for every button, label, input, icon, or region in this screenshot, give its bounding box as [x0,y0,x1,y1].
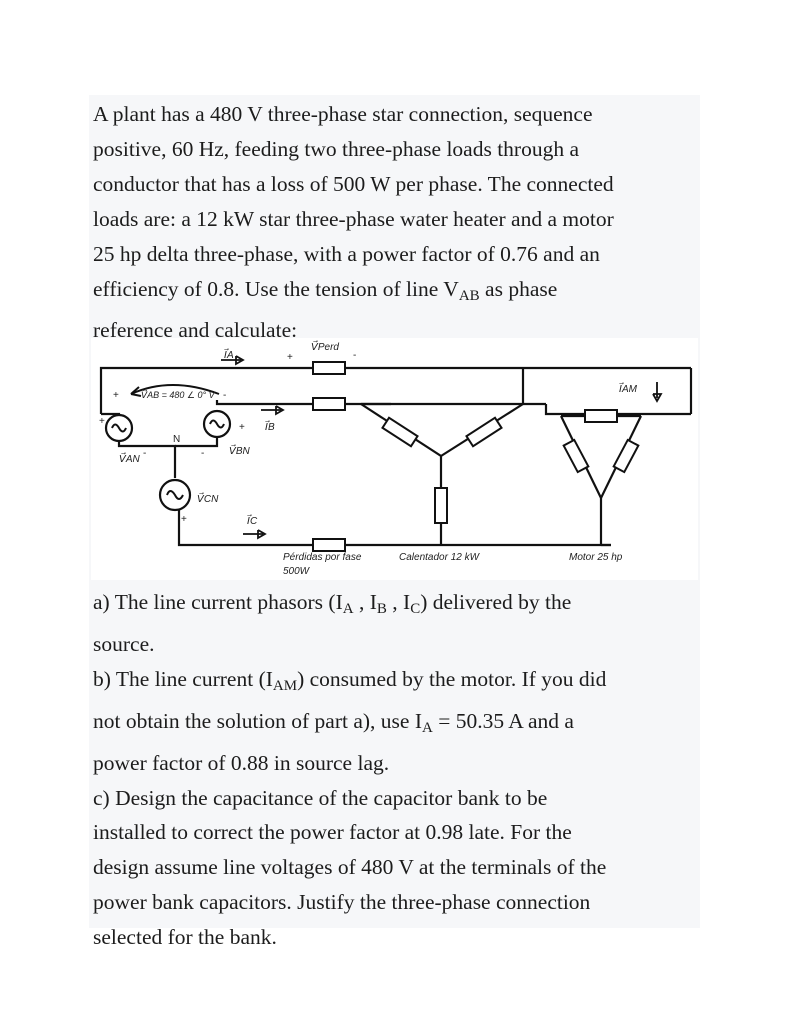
subscript: C [410,601,421,617]
question-b: b) The line current (I [93,666,273,691]
intro-line: conductor that has a loss of 500 W per phase. The connected [93,171,614,196]
polarity-minus: - [223,390,227,401]
question-c: design assume line voltages of 480 V at the terminals of the [93,855,607,880]
label-motor: Motor 25 hp [569,552,623,563]
question-c: installed to correct the power factor at 0.98 late. For the [93,820,572,845]
question-a: , I [353,590,377,614]
label-vbn: V⃗BN [229,446,250,457]
question-c: selected for the bank. [93,925,277,950]
label-losses-value: 500W [283,566,310,577]
subscript: B [376,601,387,617]
question-c: c) Design the capacitance of the capacitor bank to be [93,785,548,810]
circuit-diagram [91,338,698,580]
subscript: AB [458,287,480,304]
intro-line: positive, 60 Hz, feeding two three-phase loads through a [93,136,580,161]
label-ib: I⃗B [265,422,275,433]
label-losses: Pérdidas por fase [283,552,362,563]
polarity-minus: - [201,448,205,459]
intro-line: reference and calculate: [93,318,298,343]
label-vab: V⃗AB = 480 ∠ 0° V [141,390,215,400]
label-heater: Calentador 12 kW [399,552,480,563]
questions [93,585,699,955]
subscript: A [342,601,354,617]
subscript: AM [272,677,298,694]
label-neutral: N [173,434,181,445]
question-a: source. [93,631,155,656]
problem-statement [93,97,699,348]
question-a: a) The line current phasors (I [93,590,343,614]
polarity-minus: - [353,350,357,361]
label-ic: I⃗C [247,516,258,527]
label-vcn: V⃗CN [197,494,219,505]
polarity-plus: + [239,422,245,433]
polarity-plus: + [113,390,119,401]
label-ia: I⃗A [224,350,234,361]
polarity-plus: + [181,514,187,525]
intro-line: efficiency of 0.8. Use the tension of line V [93,276,459,301]
intro-line: 25 hp delta three-phase, with a power factor of 0.76 and an [93,241,600,266]
subscript: A [422,719,433,736]
question-b: ) consumed by the motor. If you did [297,666,607,691]
label-iam: I⃗AM [619,384,637,395]
intro-line: as phase [479,276,558,301]
intro-line: loads are: a 12 kW star three-phase water heater and a motor [93,206,614,231]
polarity-plus: + [287,352,293,363]
label-van: V⃗AN [119,454,140,465]
polarity-minus: - [143,448,147,459]
question-b: power factor of 0.88 in source lag. [93,750,390,775]
question-b: = 50.35 A and a [432,708,574,733]
question-c: power bank capacitors. Justify the three-phase connection [93,890,591,915]
question-a: ) delivered by the [420,590,572,614]
question-b: not obtain the solution of part a), use I [93,708,422,733]
intro-line: A plant has a 480 V three-phase star connection, sequence [93,102,593,126]
label-vperd: V⃗Perd [311,342,339,353]
polarity-plus: + [99,416,105,427]
question-a: , I [386,590,411,614]
